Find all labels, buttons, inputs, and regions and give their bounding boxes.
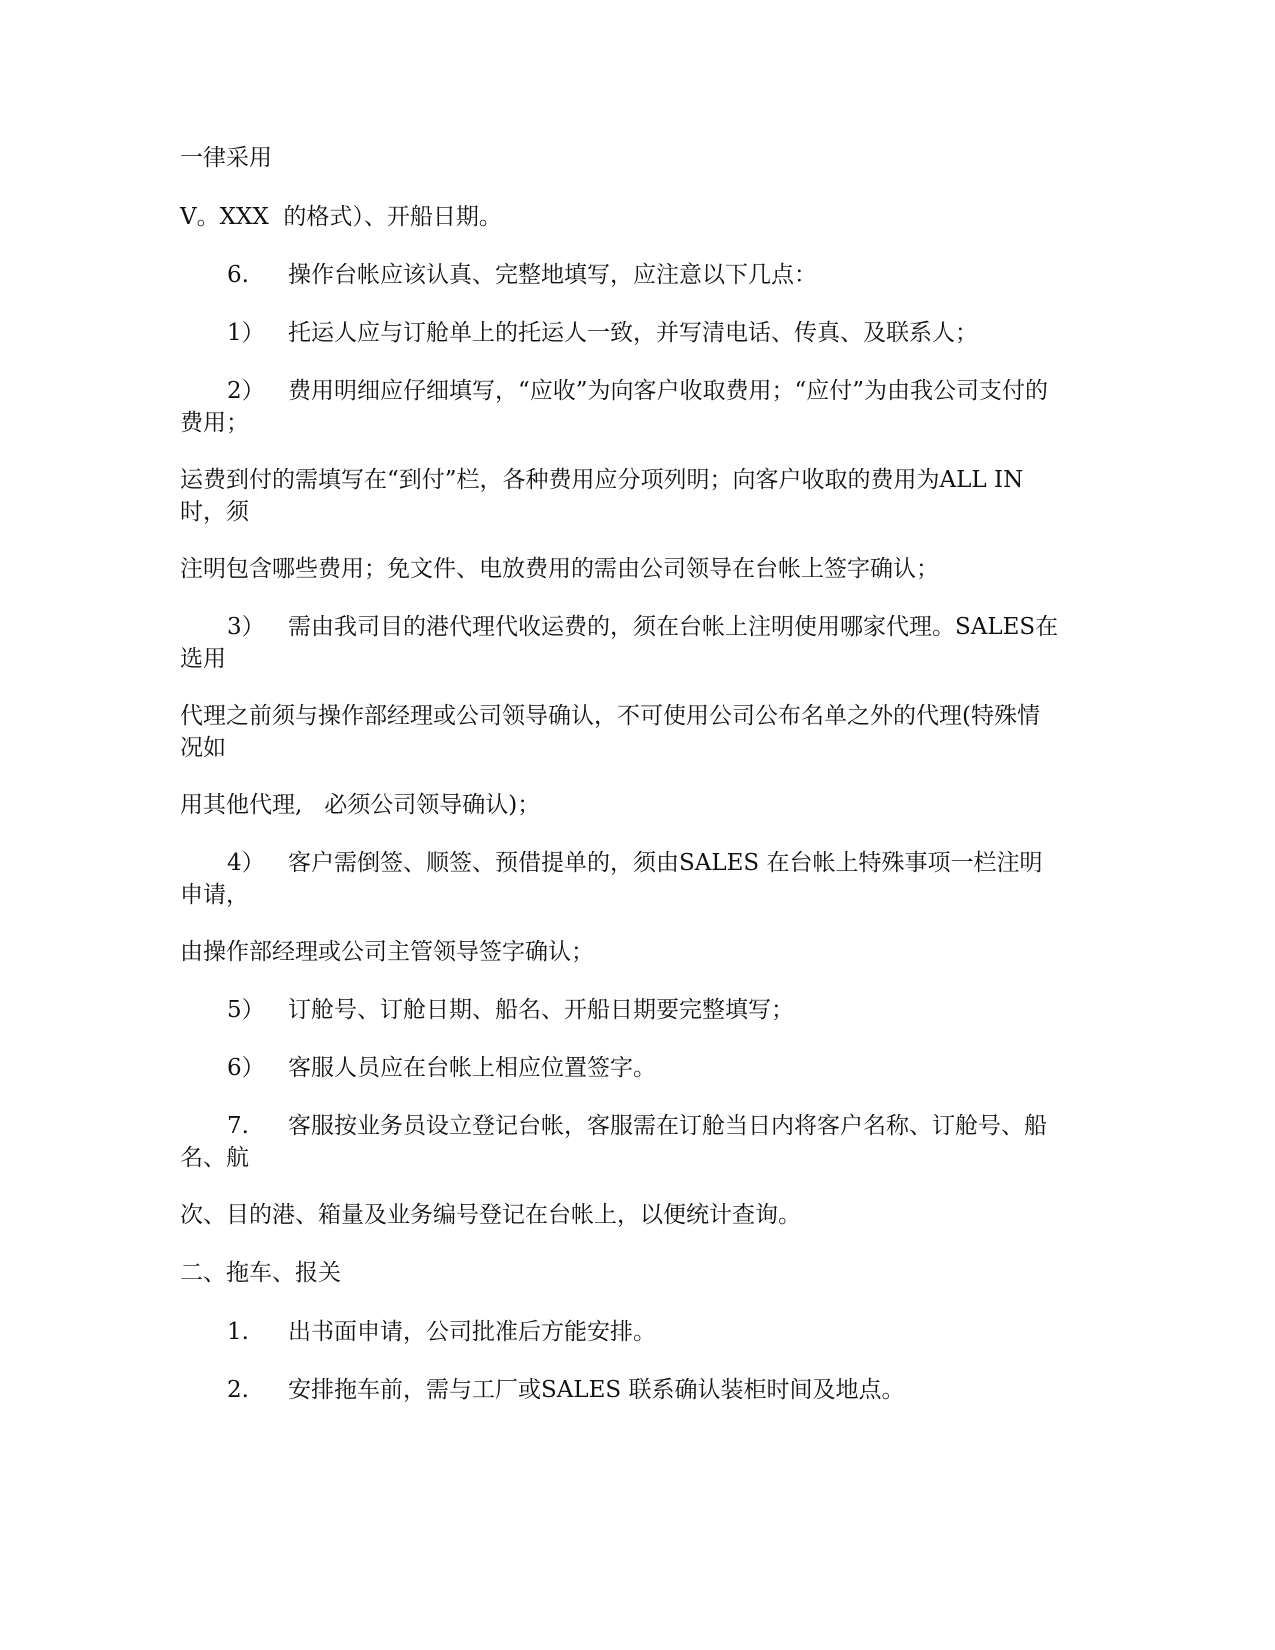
- paragraph-line: 代理之前须与操作部经理或公司领导确认，不可使用公司公布名单之外的代理(特殊情况如: [180, 703, 1040, 761]
- list-item-text: 出书面申请，公司批准后方能安排。: [288, 1319, 656, 1345]
- list-item-number: 6.: [227, 262, 249, 288]
- list-item-text: 客户需倒签、顺签、预借提单的，须由SALES 在台帐上特殊事项一栏注明申请，: [180, 850, 1043, 908]
- list-item-number: 6）: [227, 1055, 265, 1081]
- list-item-text: 客服人员应在台帐上相应位置签字。: [288, 1055, 656, 1081]
- list-item: [180, 611, 1060, 675]
- paragraph-line: V。XXX 的格式）、开船日期。: [180, 204, 502, 230]
- list-item-number: 1）: [227, 320, 265, 346]
- list-item: [180, 317, 1060, 349]
- list-item-text: 费用明细应仔细填写，“应收”为向客户收取费用；“应付”为由我公司支付的费用；: [180, 378, 1049, 436]
- list-item-text: 客服按业务员设立登记台帐，客服需在订舱当日内将客户名称、订舱号、船名、航: [180, 1113, 1047, 1171]
- paragraph-line: 用其他代理, 必须公司领导确认)；: [180, 792, 541, 818]
- list-item-number: 2）: [227, 378, 265, 404]
- list-item-number: 5）: [227, 997, 265, 1023]
- list-item-text: 订舱号、订舱日期、船名、开船日期要完整填写；: [288, 997, 794, 1023]
- list-item-number: 3）: [227, 614, 265, 640]
- list-item-number: 1.: [227, 1319, 249, 1345]
- list-item: [180, 1110, 1060, 1174]
- list-item: [180, 994, 1060, 1026]
- list-item: [180, 259, 1060, 291]
- list-item-text: 安排拖车前，需与工厂或SALES 联系确认装柜时间及地点。: [288, 1377, 905, 1403]
- list-item-text: 托运人应与订舱单上的托运人一致，并写清电话、传真、及联系人；: [288, 320, 978, 346]
- section-heading: 二、拖车、报关: [180, 1260, 341, 1286]
- list-item-number: 7.: [227, 1113, 249, 1139]
- paragraph-line: 次、目的港、箱量及业务编号登记在台帐上，以便统计查询。: [180, 1202, 801, 1228]
- paragraph-line: 注明包含哪些费用；免文件、电放费用的需由公司领导在台帐上签字确认；: [180, 556, 939, 582]
- list-item: [180, 1316, 1060, 1348]
- list-item-text: 需由我司目的港代理代收运费的，须在台帐上注明使用哪家代理。SALES在选用: [180, 614, 1059, 672]
- list-item-number: 2.: [227, 1377, 249, 1403]
- list-item-number: 4）: [227, 850, 265, 876]
- list-item: [180, 1374, 1060, 1406]
- paragraph-line: 由操作部经理或公司主管领导签字确认；: [180, 939, 594, 965]
- list-item: [180, 375, 1060, 439]
- list-item-text: 操作台帐应该认真、完整地填写，应注意以下几点：: [288, 262, 817, 288]
- list-item: [180, 847, 1060, 911]
- paragraph-line: 运费到付的需填写在“到付”栏，各种费用应分项列明；向客户收取的费用为ALL IN时，须: [180, 467, 1024, 525]
- paragraph-line: 一律采用: [180, 145, 272, 171]
- list-item: [180, 1052, 1060, 1084]
